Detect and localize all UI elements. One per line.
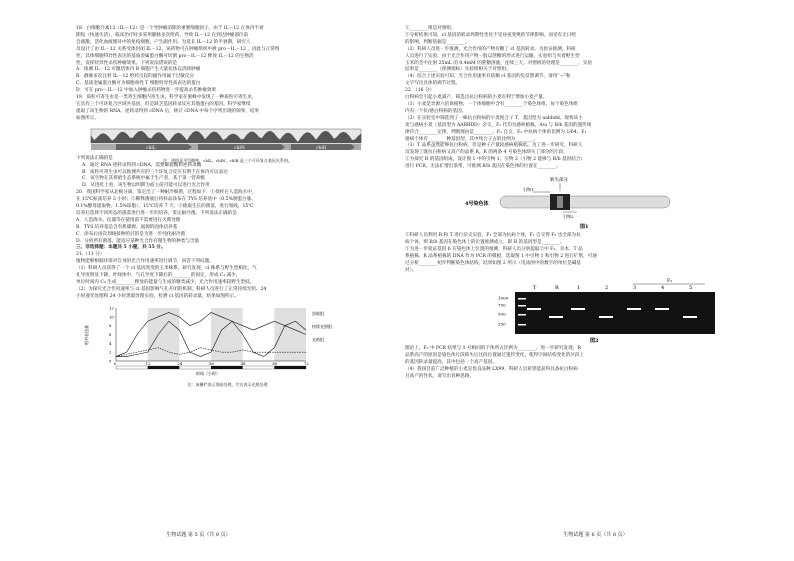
dna-coverage-svg	[76, 126, 376, 154]
text-line: 律符合________定律，判断理由是________。F₁ 自交，F₂ 中抗病个体的比例为 1/64，F₂	[405, 129, 587, 135]
y-tick-label: 2	[109, 349, 112, 355]
gel-band	[655, 308, 669, 310]
y-tick-label: 8	[109, 322, 112, 328]
text-line: B．质粒可寄生虫可以推测共有的三个环复合反应有利于在体内可以表达	[82, 169, 228, 175]
q18-q19-text	[76, 26, 379, 123]
marker-band	[518, 298, 526, 300]
text-line: 对）。	[405, 267, 417, 273]
text-line: A．通过 RNA 逆转录得到 cDNA，需要解旋酶和逆转录酶	[82, 162, 202, 168]
text-line: 麦与感病小麦（基因型为 AABBDD）杂交，F₁ 代均为感病植株，A/a 与 B/b 基因的遗传规	[405, 122, 592, 128]
dark-period	[274, 308, 306, 361]
text-line: 的影响，判断依据是________。	[405, 39, 470, 45]
text-line: 进行 PCR，无法扩增出条带，可推测 B/b 基因在染色体的位置在________。	[405, 164, 561, 170]
marker-band	[518, 324, 526, 326]
gel-header: F₂	[667, 279, 672, 285]
text-line: ①为探究 R 的基因组成，设计图 1 中的引物 1、引物 2（引物 2 能够与 B/b 基因结合）	[405, 157, 586, 163]
q19-tail: 下列说法正确的是	[76, 155, 113, 161]
q20-text	[76, 190, 379, 245]
text-line: 品系高产的原因是染色体片段缺失后这段位置通过遗传变化，使得空间结构变化的区段上	[405, 353, 585, 359]
dark-period	[211, 308, 243, 361]
text-line: 玉米的茎中注射 25mL 的 0.4mM 的蔗糖溶液，连续三天。对照组的处理是________。实验	[405, 60, 593, 66]
q22c-text	[405, 346, 764, 381]
text-line: C．涂布后再次划线接种的目的是为进一步纯化耐冷菌	[76, 231, 186, 237]
y-tick-label: 12	[109, 305, 114, 311]
chromosome-label: 4号染色体	[465, 201, 489, 208]
text-line: 结果是________（预测指标）实验组相关于对照组。	[405, 67, 511, 73]
text-line: D．可在 pro－IL－12 中加入肿瘤杀伤药物进一步提高杀伤肿瘤效果	[76, 88, 217, 94]
text-line: （3）T 品系虽然能够抗白粉病，但是种子产量较感病植株低。为了进一步研究，科研人	[405, 143, 583, 149]
text-line: 内有一个抗/感白粉病的基因。	[405, 108, 467, 114]
text-line: （2）为探究光合作用速率与 cl 基因影响气孔开闭的机制，科研人员进行了正常持续光照、24	[76, 286, 267, 292]
text-line: 期短（快速失活），临床治疗时多采用静脉多次给药，导致 IL－12 在到达肿瘤部位前	[76, 32, 249, 38]
text-line: D．分析所有菌落，能适应某种光合作有微生物的种类与含量	[76, 238, 200, 244]
missing-label: 缺失部分	[550, 178, 568, 184]
text-line: 在 15℃振荡培养 3 小时；②稀释菌液后将样品涂布在 TYS 培养基中（0.5%胰蛋白胨、	[76, 197, 256, 203]
x-tick-label: 72	[304, 360, 309, 366]
text-line: 20．我国科学家从北极分离、鉴定出了一种耐冷细菌，过程如下：①找样在人造海水中，	[76, 190, 257, 196]
text-line: 提取了该生物的 RNA，逆转录得到 cDNA 后，统计 cDNA 中每个序列出现的频率，结果	[76, 108, 260, 114]
dark-segment	[211, 366, 243, 369]
gel-band	[683, 316, 697, 318]
expression-chart-svg	[76, 303, 376, 378]
chart-note: 注：该栅栏表示黑暗处理，空白表示光照处理	[187, 381, 268, 387]
text-line: ②分析结果可知，cl 基因的转录周期性变化不受昼夜变换的节律影响，而受有无日照	[405, 32, 576, 38]
marker-band	[518, 305, 526, 307]
text-line: （1）小麦是异源六倍体植物，一个体细胞中含有________个染色体组，每个染色体组	[405, 101, 578, 107]
text-line: （4）我国目前广泛种植的小麦是优良品种 LX99，科研人员希望能获得具备抗白粉病	[405, 367, 578, 373]
y-axis-label: 相对表达量	[84, 324, 89, 345]
q22b-text	[405, 233, 764, 274]
y-tick-label: 4	[109, 340, 112, 346]
text-line: 且高产的性状。请写出育种思路。	[405, 374, 474, 380]
text-line: 小时递光处理和 24 小时黑暗处理实验，检测 cl 基因的转录量，结果如图所示。	[76, 293, 239, 299]
text-line: 白粉病会引起小麦减产，筛选出抗白粉病的小麦有利于增加小麦产量。	[405, 95, 548, 101]
x-tick-label: 24	[177, 360, 183, 366]
gel-lane-label: T	[533, 285, 537, 292]
gel-marker-label: 1000	[498, 295, 509, 301]
text-line: 性；其体细胞特异性表达的基质金属蛋白酶可切割 pro－IL－12 释放 IL－12 的生物活	[76, 53, 254, 59]
gel-marker-label: 500	[498, 311, 506, 317]
text-line: 过分析________初步判断染色体结构，结果如图 2 所示（电泳图中的数字的单位是碱基	[405, 260, 581, 266]
q19-options	[76, 163, 379, 191]
expression-chart	[76, 303, 379, 387]
gene-label-chlL: chlL	[146, 145, 156, 151]
text-line: 22．（16 分）	[405, 88, 435, 94]
legend-cycle: 光暗组	[312, 336, 324, 342]
gel-lane-label: 2	[605, 285, 609, 292]
text-line: B．TYS 培养基是含有机碳源、氮源的固体培养基	[76, 224, 178, 230]
x-axis-label: 时间（小时）	[196, 370, 220, 376]
gel-marker-label: 750	[498, 302, 506, 308]
legend-light: 持续光照组	[312, 323, 332, 329]
text-line: （3）科研人员进一步推测，光合作用的产物有糖了 cl 基因转录。为验证推测，科研	[405, 46, 576, 52]
gel-band	[627, 308, 641, 310]
q22-text	[405, 88, 764, 171]
text-line: 21.（11 分）	[76, 252, 105, 258]
legend-dark: 黑暗组	[312, 310, 324, 316]
text-line: 的基因转录量提高，其中包括一个高产基因。	[405, 360, 497, 366]
gel-svg	[405, 276, 765, 344]
gel-lane-label: 3	[633, 285, 637, 292]
text-line: 性，发挥特异性杀伤肿瘤效果。下列说法错误的是	[76, 60, 178, 66]
gel-lane-label: 1	[577, 285, 581, 292]
right-page	[397, 0, 794, 561]
y-tick-label: 0	[109, 358, 112, 364]
gel-band	[599, 316, 613, 318]
right-footer: 生物试题 第 6 页（共 8 页）	[563, 532, 628, 538]
primer1-label: 引物1	[523, 187, 534, 193]
gel-lane-label: 4	[661, 285, 665, 292]
text-line: 会剧激，活化血液循环中的免疫细胞，产生副作用。为延长 IL－12 的半衰期，研究人	[76, 39, 251, 45]
dark-segment	[148, 366, 180, 369]
text-line: C．该生物在其将暗生态系统中属于生产者，基于第一营养级	[82, 176, 205, 182]
text-line: 它具有三个可环复合区域共基因，但是缺乏基因转录反应其他蛋白的基因。科学家继续	[76, 101, 251, 107]
primer2-label: 引物2	[563, 214, 574, 220]
dark-segment	[274, 366, 306, 369]
text-line: （2）在实验室中筛选到了一株抗白粉病的小麦纯合子 T，基因型为 aabbdd。现将该小	[405, 115, 583, 121]
x-tick-label: 12	[145, 360, 151, 366]
x-tick-label: 48	[240, 360, 246, 366]
text-line: A．人造海水、仪器等在使用前不需要进行灭菌处理	[76, 217, 181, 223]
gel-band	[527, 308, 541, 310]
left-footer: 生物试题 第 5 页（共 8 页）	[166, 532, 231, 538]
marker-band	[518, 314, 526, 316]
gel-band	[549, 316, 563, 318]
x-tick-label: 60	[272, 360, 278, 366]
dna-caption: 注：透线是平均概率，chlL、chlN、chlB 是三个可环复合基因关系图。	[163, 157, 292, 163]
text-line: B．静脉多次注射 IL－12 给药引起的副作用属于过敏反应	[76, 74, 195, 80]
dark-period	[148, 308, 180, 361]
text-line: C．基质金属蛋白酶可为细胞毒性 T 细胞特异性高表达的蛋白	[76, 81, 201, 87]
q21-cont-text	[405, 26, 764, 88]
text-line: （1）科研人员获得了一个 cl 基因突变的玉米株系。研究发现，cl 株系与野生型相比，气	[76, 266, 257, 272]
chromosome-figure	[405, 173, 764, 231]
text-line: A．推测 IL－12 可激活体内 B 细胞产生大量抗体以清除肿瘤	[76, 67, 201, 73]
text-line: 18．白细胞介素12（IL－12）是一个导肿瘤消除的重要细胞因子。由于 IL－12 在体内半衰	[76, 26, 264, 31]
gel-marker-label: 250	[498, 321, 506, 327]
text-line: ①________组是对照组。	[405, 26, 456, 31]
text-line: 孔导度明显下降。叶绿体中，气孔导度下降后的________的固定，形成 C₃ 减少，	[76, 273, 241, 279]
text-line: 病个体，则 B/b 基因在染色体上的位置推测成立，即 R 的基因型是________。	[405, 239, 565, 245]
text-line: ②科研人员利用 R 和 T 进行杂交实验，F₁ 全部为抗病个体，F₁ 自交得 F₂ 也全部为抗	[405, 233, 581, 239]
section-heading: 三、非选择题：本题共 5 小题，共 55 分。	[76, 245, 166, 251]
gel-lane-label: 5	[689, 285, 693, 292]
gene-label-chlB: chlB	[316, 145, 327, 151]
fig1-label: 图1	[580, 224, 589, 231]
chromosome-svg	[405, 173, 765, 231]
text-line: ③为进一步验证基因 b 在染色体上位置的推测，科研人员分别提取②中 F₂、亲本、T 品	[405, 246, 583, 252]
gel-band	[571, 308, 585, 310]
y-tick-label: 10	[109, 314, 114, 320]
text-line: 文字写出具体的调节过程。	[405, 81, 461, 87]
gel-lane-label: R	[555, 285, 559, 292]
text-line: （4）综合上述实验可知，光合作用速率有依赖 cl 基因的负反馈调节。请用“→”和	[405, 74, 571, 80]
gene-label-chlN: chlN	[234, 145, 245, 151]
text-line: 19．质粒可寄生虫是一类寄生细胞内寄生虫。科学家在蜜蜂中发现了一种质粒可寄生虫，	[76, 95, 257, 101]
text-line: 如图所示。	[76, 115, 99, 121]
text-line: 植物能够根据环境对自身的光合作用速率进行调节，回答下列问题。	[76, 259, 214, 265]
gel-figure	[405, 276, 764, 344]
text-line: 员发现了既抗白粉病又高产的品系 R，R 的两条 4 号染色体缺失了部分的片段。	[405, 150, 568, 156]
text-line: 0.1%酵母提取物、1.5%琼脂），15℃培养 7 天；③挑取生长的菌落，进行划线，15℃	[76, 204, 254, 210]
x-tick-label: 0	[114, 360, 117, 366]
text-line: 理论上，F₂ 中 PCR 结果与 1 号相同的个体所占比例为________。进一步研究发现，R	[405, 346, 581, 352]
x-tick-label: 36	[209, 360, 214, 366]
text-line: D．从进化上看，该生物以明期为宿主前可能可以进行光合作用	[82, 183, 210, 189]
text-line: 系植株，R 品系植株的 DNA 作为 PCR 的模板，选取图 1 中引物 1 和引物 2 进行扩增，可通	[405, 253, 597, 259]
text-line: 培养后选择不同形态的菌落进行进一步的培养，鉴定耐冷菌。下列说法正确的是	[76, 210, 237, 216]
text-line: 单位时间内 C₃ 生成________释放的能量与生成的糖类减少，光合作用速率较野生型低。	[76, 280, 255, 285]
text-line: 员设计了由 IL－12 关系受体封闭 IL－12，该药物可在肿瘤组织中被 pro－IL－12 ，因此与正常组	[76, 46, 280, 52]
q21-text	[76, 252, 379, 300]
text-line: 感病个体有________种基因型，其中纯合子占的比例为________。	[405, 136, 539, 142]
text-line: 人员进行了实验，由于光合作用产物一般以蔗糖的形式进行运输，实验组与夹着野生型	[405, 53, 580, 59]
y-tick-label: 6	[109, 331, 112, 337]
fig2-label: 图2	[590, 338, 599, 345]
